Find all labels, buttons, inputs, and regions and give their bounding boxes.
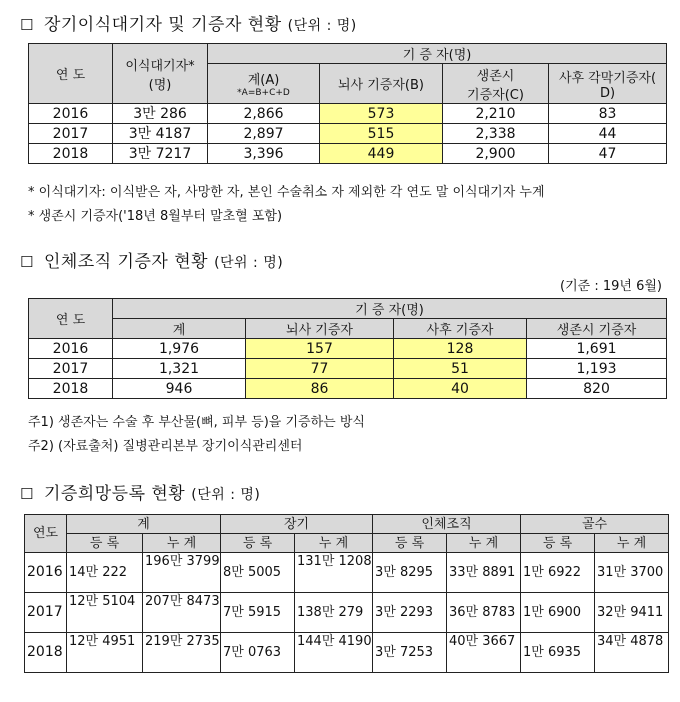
table-row <box>25 553 669 593</box>
header-donors-group: 기 증 자(명) <box>208 44 667 64</box>
header-cornea: 사후 각막기증자( D) <box>549 64 667 104</box>
cell-total: 1,321 <box>113 359 246 379</box>
cell-tissue-registered: 3만 2293 <box>373 593 447 633</box>
header-registered: 등 록 <box>67 534 143 553</box>
section2-standard: (기준 : 19년 6월) <box>560 279 662 294</box>
cell-braindead: 449 <box>320 144 443 164</box>
cell-tissue-cumulative: 36만 8783 <box>447 593 521 633</box>
cell-marrow-registered: 1만 6922 <box>521 553 595 593</box>
cell-marrow-cumulative: 31만 3700 <box>595 553 669 593</box>
cell-tissue-registered: 3만 8295 <box>373 553 447 593</box>
cell-living: 1,691 <box>527 339 667 359</box>
cell-living: 2,338 <box>443 124 549 144</box>
section2-title: 인체조직 기증자 현황 <box>43 252 209 272</box>
header-registered: 등 록 <box>521 534 595 553</box>
table-row <box>29 104 667 124</box>
header-bone-marrow: 골수 <box>521 515 669 534</box>
header-donors-group: 기 증 자(명) <box>113 299 667 319</box>
section3-heading <box>20 479 260 504</box>
header-total: 계 <box>67 515 221 534</box>
cell-organ-cumulative: 131만 1208 <box>295 553 373 593</box>
cell-year: 2018 <box>29 379 113 399</box>
cell-total: 1,976 <box>113 339 246 359</box>
header-braindead: 뇌사 기증자 <box>246 319 394 339</box>
cell-year: 2016 <box>29 104 113 124</box>
header-posthumous: 사후 기증자 <box>394 319 527 339</box>
header-registered: 등 록 <box>373 534 447 553</box>
table-row <box>29 144 667 164</box>
cell-total-registered: 12만 4951 <box>67 633 143 673</box>
header-year: 연 도 <box>29 299 113 339</box>
cell-total-cumulative: 196만 3799 <box>143 553 221 593</box>
section1-note: * 생존시 기증자('18년 8월부터 말초혈 포함) <box>28 209 283 224</box>
header-cumulative: 누 계 <box>143 534 221 553</box>
cell-organ-registered: 7만 0763 <box>221 633 295 673</box>
cell-organ-registered: 7만 5915 <box>221 593 295 633</box>
section1-title: 장기이식대기자 및 기증자 현황 <box>43 15 282 35</box>
cell-living: 1,193 <box>527 359 667 379</box>
cell-cornea: 44 <box>549 124 667 144</box>
section2-note: 주2) (자료출처) 질병관리본부 장기이식관리센터 <box>28 439 303 454</box>
header-total: 계 <box>113 319 246 339</box>
cell-tissue-cumulative: 33만 8891 <box>447 553 521 593</box>
header-organ: 장기 <box>221 515 373 534</box>
cell-tissue-cumulative: 40만 3667 <box>447 633 521 673</box>
section1-note: * 이식대기자: 이식받은 자, 사망한 자, 본인 수술취소 자 제외한 각 연도 말 이식대기자 누계 <box>28 185 545 200</box>
cell-waiting: 3만 7217 <box>113 144 208 164</box>
header-braindead: 뇌사 기증자(B) <box>320 64 443 104</box>
header-total: 계(A) *A=B+C+D <box>208 64 320 104</box>
table-row <box>29 379 667 399</box>
checkbox-square-icon: ☐ <box>20 253 34 271</box>
cell-posthumous: 40 <box>394 379 527 399</box>
header-cumulative: 누 계 <box>295 534 373 553</box>
cell-posthumous: 51 <box>394 359 527 379</box>
organ-donation-table <box>28 43 667 164</box>
header-year: 연도 <box>25 515 67 553</box>
checkbox-square-icon: ☐ <box>20 16 34 34</box>
cell-waiting: 3만 286 <box>113 104 208 124</box>
table-row <box>29 359 667 379</box>
section2-unit: (단위 : 명) <box>214 255 284 271</box>
cell-cornea: 47 <box>549 144 667 164</box>
cell-year: 2017 <box>25 593 67 633</box>
header-cumulative: 누 계 <box>447 534 521 553</box>
cell-organ-registered: 8만 5005 <box>221 553 295 593</box>
header-waiting: 이식대기자* (명) <box>113 44 208 104</box>
section1-heading <box>20 10 357 35</box>
section3-unit: (단위 : 명) <box>191 487 261 503</box>
cell-year: 2018 <box>29 144 113 164</box>
header-living: 생존시 기증자 <box>527 319 667 339</box>
tissue-donation-table <box>28 298 667 399</box>
cell-organ-cumulative: 138만 279 <box>295 593 373 633</box>
header-tissue: 인체조직 <box>373 515 521 534</box>
cell-total-cumulative: 219만 2735 <box>143 633 221 673</box>
header-cumulative: 누 계 <box>595 534 669 553</box>
cell-living: 2,210 <box>443 104 549 124</box>
cell-cornea: 83 <box>549 104 667 124</box>
cell-year: 2016 <box>29 339 113 359</box>
cell-braindead: 515 <box>320 124 443 144</box>
header-registered: 등 록 <box>221 534 295 553</box>
cell-marrow-cumulative: 34만 4878 <box>595 633 669 673</box>
cell-waiting: 3만 4187 <box>113 124 208 144</box>
cell-tissue-registered: 3만 7253 <box>373 633 447 673</box>
cell-living: 2,900 <box>443 144 549 164</box>
header-year: 연 도 <box>29 44 113 104</box>
cell-total: 2,897 <box>208 124 320 144</box>
cell-organ-cumulative: 144만 4190 <box>295 633 373 673</box>
table-row <box>25 593 669 633</box>
cell-year: 2016 <box>25 553 67 593</box>
donation-registration-table <box>24 514 669 673</box>
cell-total: 3,396 <box>208 144 320 164</box>
section1-unit: (단위 : 명) <box>287 18 357 34</box>
cell-braindead: 86 <box>246 379 394 399</box>
section3-title: 기증희망등록 현황 <box>43 484 186 504</box>
cell-posthumous: 128 <box>394 339 527 359</box>
cell-marrow-registered: 1만 6900 <box>521 593 595 633</box>
cell-total: 946 <box>113 379 246 399</box>
cell-total: 2,866 <box>208 104 320 124</box>
header-living: 생존시 기증자(C) <box>443 64 549 104</box>
section2-note: 주1) 생존자는 수술 후 부산물(뼈, 피부 등)을 기증하는 방식 <box>28 415 365 430</box>
cell-year: 2017 <box>29 124 113 144</box>
cell-braindead: 573 <box>320 104 443 124</box>
cell-marrow-registered: 1만 6935 <box>521 633 595 673</box>
table-row <box>29 339 667 359</box>
cell-living: 820 <box>527 379 667 399</box>
cell-total-registered: 12만 5104 <box>67 593 143 633</box>
cell-marrow-cumulative: 32만 9411 <box>595 593 669 633</box>
cell-braindead: 157 <box>246 339 394 359</box>
cell-braindead: 77 <box>246 359 394 379</box>
checkbox-square-icon: ☐ <box>20 485 34 503</box>
cell-total-registered: 14만 222 <box>67 553 143 593</box>
cell-total-cumulative: 207만 8473 <box>143 593 221 633</box>
cell-year: 2017 <box>29 359 113 379</box>
section2-heading <box>20 247 283 272</box>
table-row <box>25 633 669 673</box>
table-row <box>29 124 667 144</box>
cell-year: 2018 <box>25 633 67 673</box>
